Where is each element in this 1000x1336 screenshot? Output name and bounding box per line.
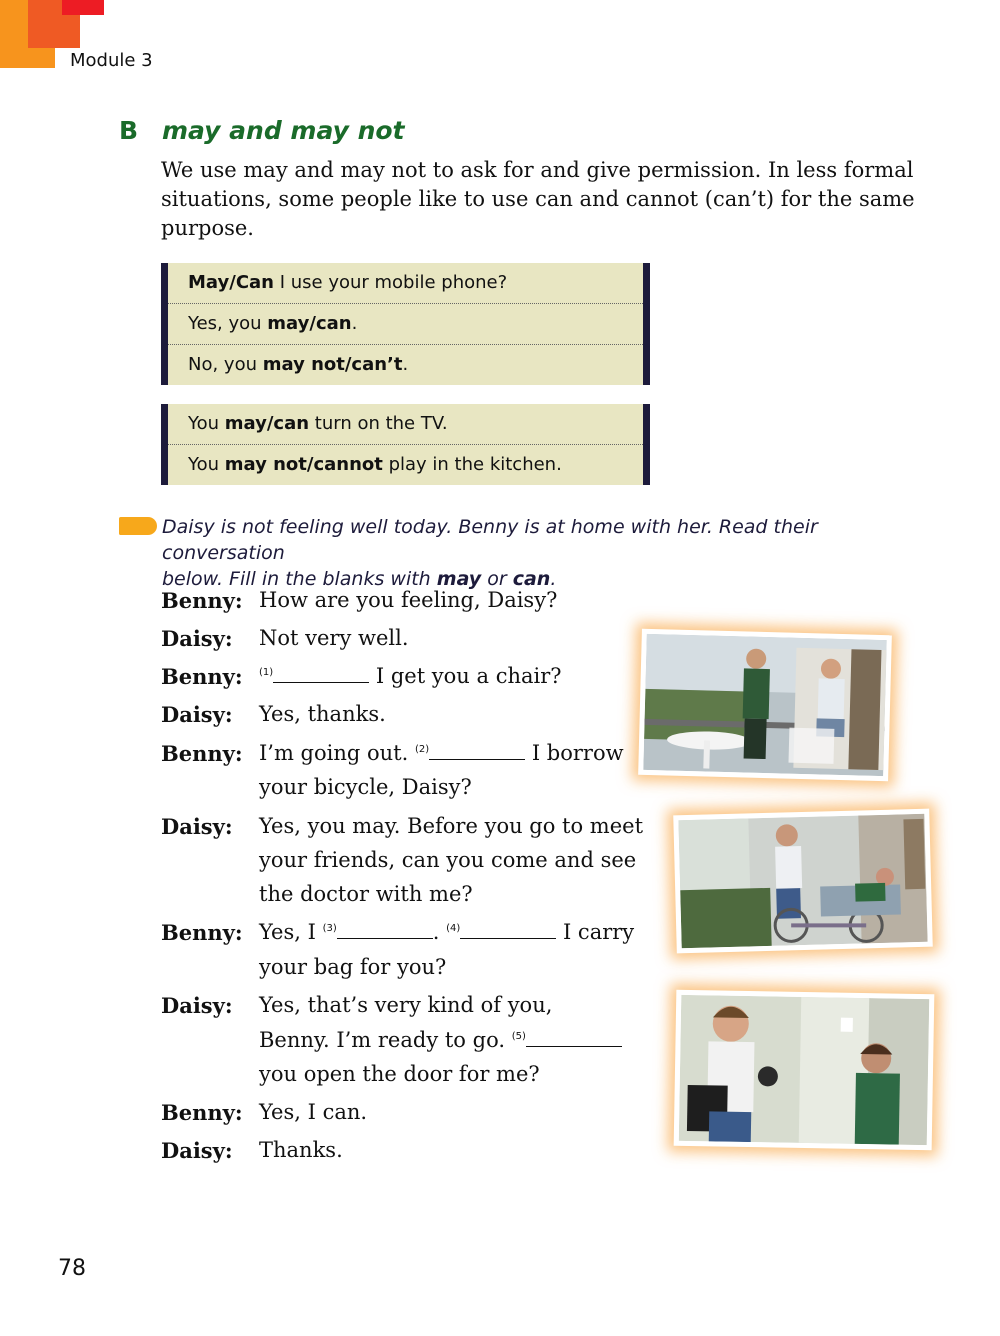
example-row: No, you may not/can’t. [188,354,409,375]
dialogue-line: Benny. I’m ready to go. $^{(5)}$ [259,1028,622,1052]
dialogue-line: the doctor with me? [259,882,473,906]
dialogue-line: you open the door for me? [259,1062,540,1086]
blank-4[interactable] [460,920,556,939]
photo-door [674,990,935,1150]
speaker-benny: Benny: [161,741,243,766]
dialogue-line: Yes, that’s very kind of you, [259,993,553,1017]
blank-3[interactable] [337,920,433,939]
speaker-benny: Benny: [161,920,243,945]
speaker-benny: Benny: [161,1100,243,1125]
example-row: Yes, you may/can. [168,304,643,345]
example-row: May/Can I use your mobile phone? [168,263,643,304]
module-label: Module 3 [70,50,153,71]
page-number: 78 [58,1256,86,1281]
blank-1[interactable] [273,664,369,683]
intro-line-2: situations, some people like to use can and cannot (can’t) for the same [161,187,915,211]
speaker-daisy: Daisy: [161,626,233,651]
photo-balcony-chair [638,629,892,781]
speaker-daisy: Daisy: [161,702,233,727]
speaker-daisy: Daisy: [161,1138,233,1163]
dialogue-line: Yes, thanks. [259,702,386,726]
photo-bicycle-sofa [673,809,933,954]
dialogue-line: Yes, you may. Before you go to meet [259,814,644,838]
dialogue-line: Thanks. [259,1138,343,1162]
dialogue-line: I’m going out. $^{(2)}$ I borrow [259,741,624,765]
speaker-daisy: Daisy: [161,993,233,1018]
blank-2[interactable] [429,741,525,760]
dialogue-line: your bicycle, Daisy? [259,775,472,799]
example-row: You may/can turn on the TV. [168,404,643,445]
intro-paragraph [161,156,921,243]
speaker-benny: Benny: [161,588,243,613]
dialogue-line: How are you feeling, Daisy? [259,588,558,612]
dialogue-line: your bag for you? [259,955,447,979]
section-letter: B [119,116,139,145]
dialogue-line: your friends, can you come and see [259,848,637,872]
dialogue-line: Yes, I $^{(3)}$ . $^{(4)}$ I carry [259,920,635,944]
instruction-tag-icon [119,517,157,535]
section-title: may and may not [162,116,405,145]
example-box-statements [161,404,650,485]
dialogue-line: $^{(1)}$ I get you a chair? [259,664,562,688]
intro-line-1: We use may and may not to ask for and give permission. In less formal [161,158,914,182]
dialogue-line: Yes, I can. [259,1100,368,1124]
speaker-daisy: Daisy: [161,814,233,839]
instruction-text: Daisy is not feeling well today. Benny is at home with her. Read their conversation below. Fill in the blanks with may or can. [162,516,818,590]
blank-5[interactable] [526,1028,622,1047]
example-box-questions [161,263,650,385]
intro-line-3: purpose. [161,216,254,240]
example-row: You may not/cannot play in the kitchen. [188,454,562,475]
dialogue-line: Not very well. [259,626,409,650]
speaker-benny: Benny: [161,664,243,689]
